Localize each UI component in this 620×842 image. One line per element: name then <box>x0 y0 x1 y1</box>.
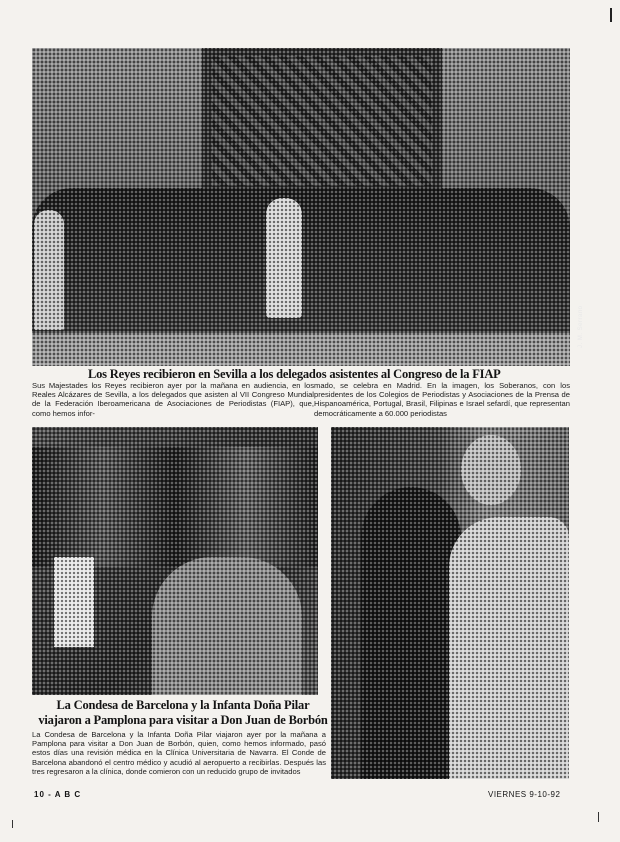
halftone-overlay-right <box>331 427 569 779</box>
scan-mark-bottom <box>12 820 13 828</box>
page-edge-mark <box>610 8 612 22</box>
fiap-text-column-right: mado, se celebra en Madrid. En la imagen, los Soberanos, con los presidentes de los Colegios de Periodistas y Asociaciones de la Prensa de Hispanoamérica, Portugal, Brasil, Filipinas e Israel sefardí, que representan democráticamente a 60.000 periodistas <box>314 381 570 418</box>
page-number: 10 - A B C <box>34 790 82 799</box>
photo-royal-audience <box>32 48 584 366</box>
fiap-text-column-left: Sus Majestades los Reyes recibieron ayer por la mañana en audiencia, en los Reales Alcázares de Sevilla, a los delegados que asisten al VII Congreso Mundial de la Federación Iberoamericana de Asociaciones de Periodistas (FIAP), que, como hemos infor- <box>32 381 314 418</box>
halftone-overlay <box>32 48 570 366</box>
headline-pamplona <box>38 698 328 728</box>
photo-credit: J. M. Serrano <box>578 305 584 348</box>
scan-mark-right <box>598 812 599 822</box>
headline-fiap: Los Reyes recibieron en Sevilla a los delegados asistentes al Congreso de la FIAP <box>88 367 501 381</box>
pamplona-text: La Condesa de Barcelona y la Infanta Doña Pilar viajaron ayer por la mañana a Pamplona para visitar a Don Juan de Borbón, quien, como hemos informado, pasó estos días una revisión médica en la Clínica Universitaria de Navarra. El Conde de Barcelona abandonó el centro médico y acudió al aeropuerto a recibirlas. Después las tres regresaron a la clínica, donde comieron con un reducido grupo de invitados <box>32 730 326 776</box>
headline-pamplona-line-1: La Condesa de Barcelona y la Infanta Doña Pilar <box>56 698 310 712</box>
issue-date: VIERNES 9-10-92 <box>488 790 561 799</box>
halftone-overlay-left <box>32 427 318 695</box>
headline-pamplona-line-2: viajaron a Pamplona para visitar a Don Juan de Borbón <box>38 713 328 727</box>
photo-don-juan <box>331 427 569 779</box>
photo-countess-arrival <box>32 427 318 695</box>
